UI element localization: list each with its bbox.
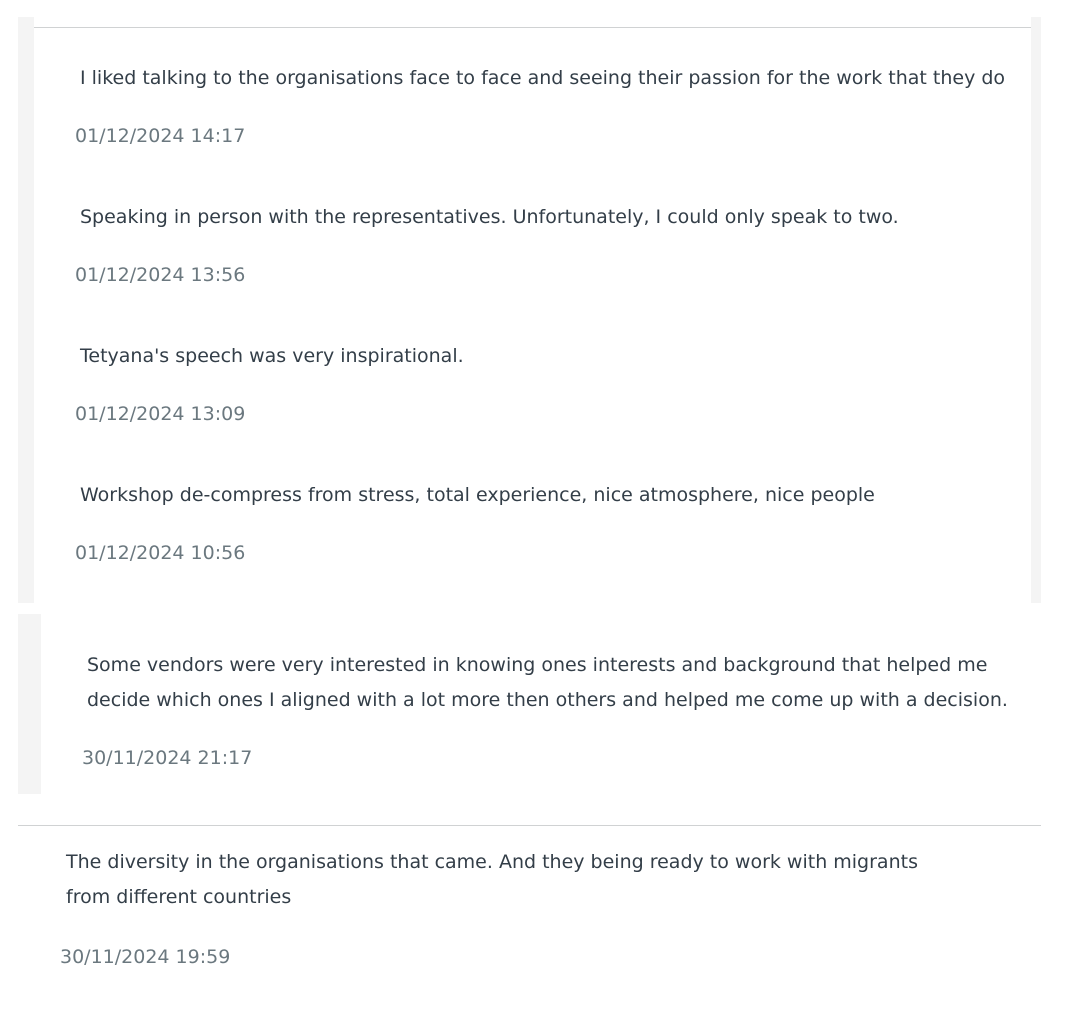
response-timestamp: 01/12/2024 14:17: [75, 125, 246, 147]
response-group: [34, 17, 1031, 603]
left-gutter-strip: [18, 17, 34, 603]
response-text: I liked talking to the organisations face to face and seeing their passion for the work that they do: [80, 67, 1006, 89]
response-timestamp: 01/12/2024 13:56: [75, 264, 246, 286]
response-text: Speaking in person with the representatives. Unfortunately, I could only speak to two.: [80, 206, 899, 228]
left-gutter-strip-lower: [18, 614, 41, 794]
divider: [18, 825, 1041, 826]
response-text: Some vendors were very interested in knowing ones interests and background that helped me decide which ones I aligned with a lot more then others and helped me come up with a decision.: [87, 654, 1008, 711]
response-timestamp: 30/11/2024 19:59: [60, 946, 231, 968]
response-text: Tetyana's speech was very inspirational.: [80, 345, 464, 367]
response-timestamp: 01/12/2024 10:56: [75, 542, 246, 564]
response-timestamp: 01/12/2024 13:09: [75, 403, 246, 425]
right-gutter-strip: [1031, 17, 1041, 603]
response-timestamp: 30/11/2024 21:17: [82, 747, 253, 769]
divider: [34, 27, 1031, 28]
response-text: The diversity in the organisations that came. And they being ready to work with migrants from different countries: [66, 851, 918, 908]
response-text: Workshop de-compress from stress, total experience, nice atmosphere, nice people: [80, 484, 875, 506]
